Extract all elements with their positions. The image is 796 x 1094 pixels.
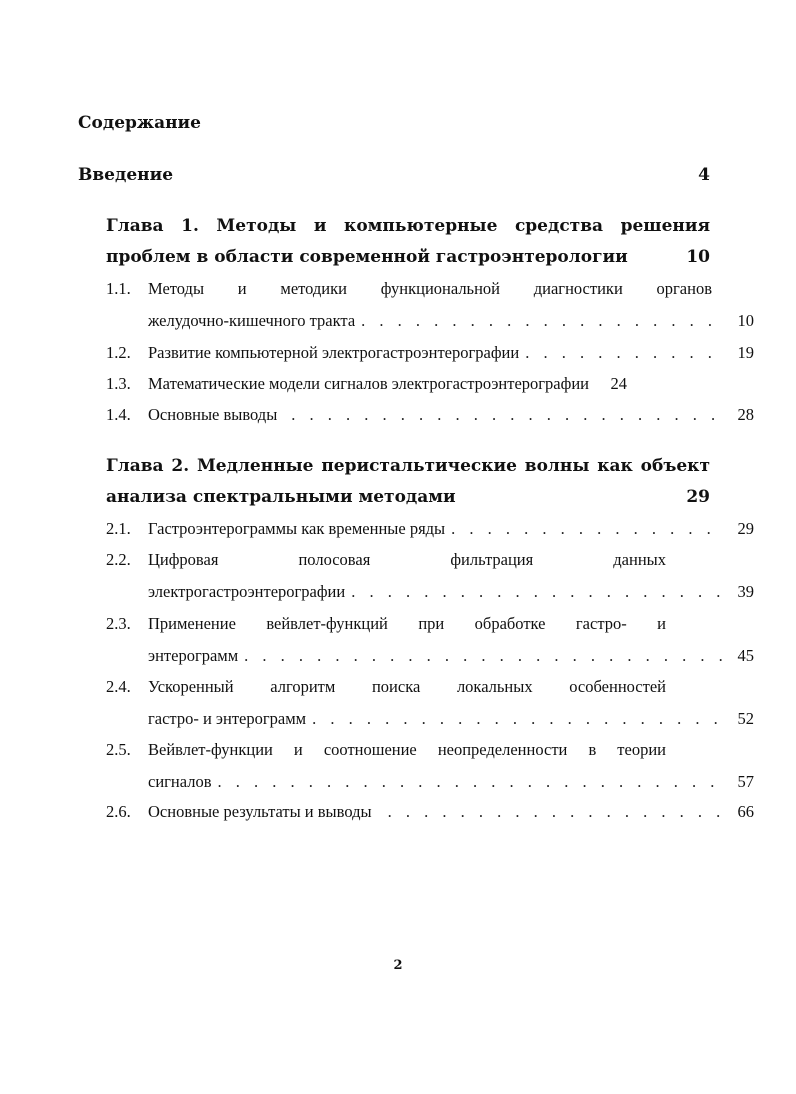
dot-leader bbox=[451, 518, 724, 540]
section-page: 24 bbox=[610, 374, 627, 393]
section-number: 2.2. bbox=[106, 550, 131, 569]
dot-leader bbox=[312, 708, 724, 730]
section-1-1-entry[interactable] bbox=[106, 278, 754, 342]
section-title-line2: гастро- и энтерограмм bbox=[148, 709, 307, 728]
intro-page: 4 bbox=[698, 165, 710, 185]
chapter-2-entry[interactable] bbox=[106, 451, 710, 513]
section-1-4-entry[interactable] bbox=[106, 404, 754, 436]
section-page: 66 bbox=[737, 802, 754, 821]
dot-leader bbox=[244, 645, 724, 667]
section-page: 28 bbox=[737, 405, 754, 424]
section-2-3-entry[interactable] bbox=[106, 613, 754, 677]
section-title: Гастроэнтерограммы как временные ряды bbox=[148, 519, 446, 538]
page-number: 2 bbox=[393, 958, 403, 973]
chapter-1-title-line1: Глава 1. Методы и компьютерные средства решения bbox=[106, 216, 710, 236]
section-number: 1.2. bbox=[106, 343, 131, 362]
section-title-line1: Методы и методики функциональной диагностики органов bbox=[148, 279, 712, 298]
section-page: 10 bbox=[737, 311, 754, 330]
section-number: 2.3. bbox=[106, 614, 131, 633]
chapter-2-title-line2: анализа спектральными методами bbox=[106, 487, 456, 507]
chapter-2-page: 29 bbox=[686, 487, 710, 507]
chapter-1-page: 10 bbox=[686, 247, 710, 267]
section-2-1-entry[interactable] bbox=[106, 518, 754, 550]
dot-leader bbox=[361, 310, 724, 332]
section-title-line1: Вейвлет-функции и соотношение неопределенности в теории bbox=[148, 740, 666, 759]
chapter-1-title-line2: проблем в области современной гастроэнтерологии bbox=[106, 247, 628, 267]
section-title: Развитие компьютерной электрогастроэнтерографии bbox=[148, 343, 520, 362]
section-title-line1: Применение вейвлет-функций при обработке гастро- и bbox=[148, 614, 666, 633]
section-1-2-entry[interactable] bbox=[106, 342, 754, 374]
section-number: 2.1. bbox=[106, 519, 131, 538]
section-1-3-entry[interactable] bbox=[106, 373, 712, 405]
dot-leader bbox=[218, 771, 725, 793]
section-2-2-entry[interactable] bbox=[106, 549, 754, 613]
dot-leader bbox=[525, 342, 724, 364]
toc-intro-entry[interactable] bbox=[78, 165, 710, 185]
section-title-line2: энтерограмм bbox=[148, 646, 239, 665]
section-number: 1.3. bbox=[106, 374, 131, 393]
chapter-2-title-line1: Глава 2. Медленные перистальтические волны как объект bbox=[106, 456, 710, 476]
section-page: 57 bbox=[737, 772, 754, 791]
section-number: 2.5. bbox=[106, 740, 131, 759]
section-page: 29 bbox=[737, 519, 754, 538]
section-page: 19 bbox=[737, 343, 754, 362]
section-page: 45 bbox=[737, 646, 754, 665]
section-page: 39 bbox=[737, 582, 754, 601]
section-title-line1: Цифровая полосовая фильтрация данных bbox=[148, 550, 666, 569]
section-number: 1.1. bbox=[106, 279, 131, 298]
intro-title: Введение bbox=[78, 165, 174, 185]
section-title-line2: электрогастроэнтерографии bbox=[148, 582, 346, 601]
section-2-4-entry[interactable] bbox=[106, 676, 754, 740]
dot-leader bbox=[351, 581, 724, 603]
section-number: 2.6. bbox=[106, 802, 131, 821]
section-page: 52 bbox=[737, 709, 754, 728]
dot-leader bbox=[388, 801, 724, 823]
section-2-6-entry[interactable] bbox=[106, 801, 754, 833]
section-title: Математические модели сигналов электрогастроэнтерографии bbox=[148, 374, 589, 393]
section-title-line2: желудочно-кишечного тракта bbox=[148, 311, 356, 330]
section-title-line1: Ускоренный алгоритм поиска локальных особенностей bbox=[148, 677, 666, 696]
toc-title: Содержание bbox=[78, 113, 201, 133]
section-title: Основные выводы bbox=[148, 405, 278, 424]
section-2-5-entry[interactable] bbox=[106, 739, 754, 803]
section-number: 1.4. bbox=[106, 405, 131, 424]
chapter-1-entry[interactable] bbox=[106, 211, 710, 273]
section-title-line2: сигналов bbox=[148, 772, 212, 791]
section-number: 2.4. bbox=[106, 677, 131, 696]
dot-leader bbox=[291, 404, 724, 426]
section-title: Основные результаты и выводы bbox=[148, 802, 372, 821]
